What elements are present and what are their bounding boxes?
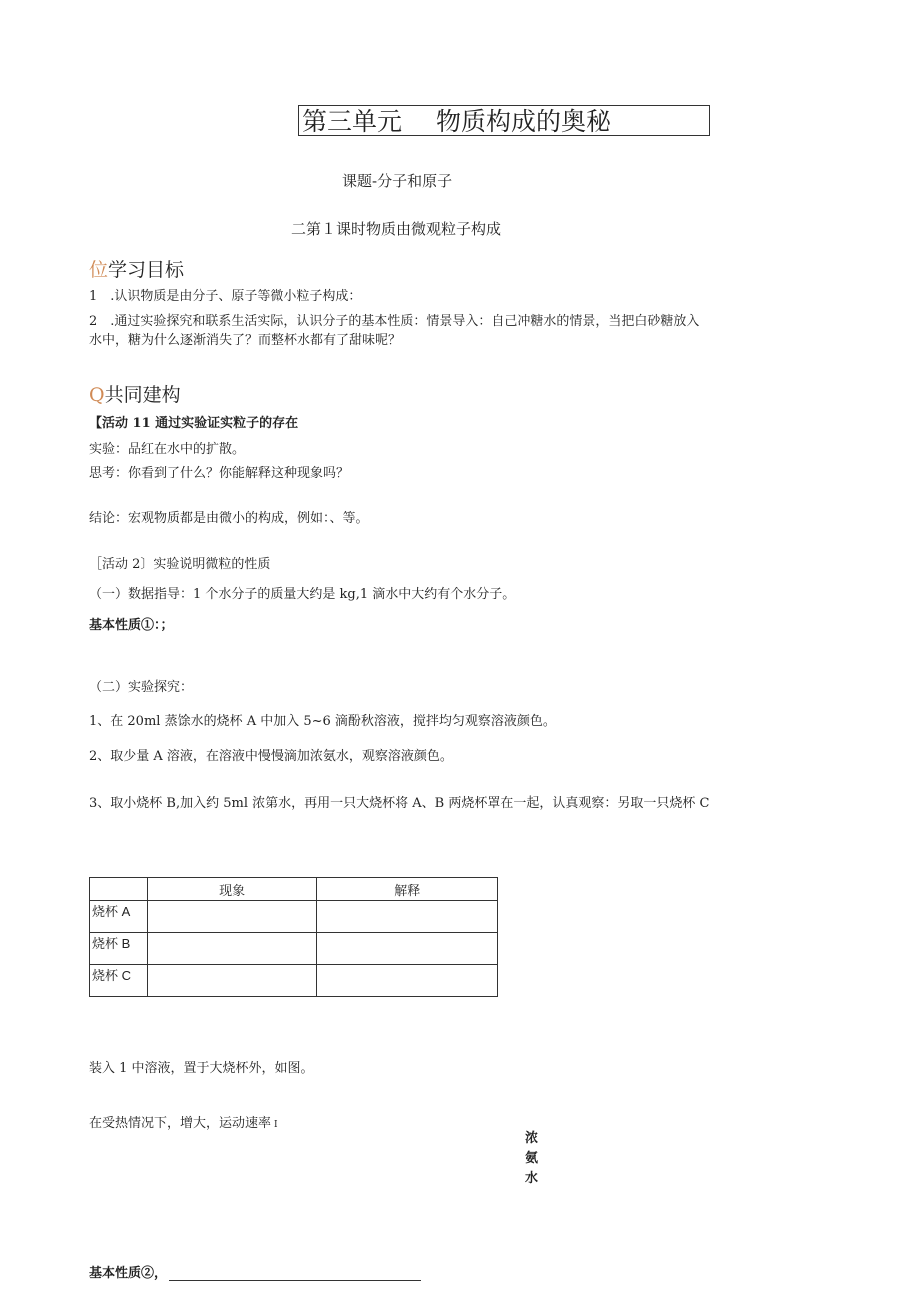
goals-heading-text: 学习目标 [108, 259, 185, 281]
vertical-char: 水 [525, 1171, 539, 1186]
activity-2-title: ［活动 2〕实验说明微粒的性质 [89, 557, 271, 572]
row-label: 烧杯 B [90, 933, 148, 965]
goal-item-2-line-2: 水中，糖为什么逐渐消失了？而整杯水都有了甜味呢？ [89, 333, 402, 348]
table-cell [317, 901, 498, 933]
table-row [90, 933, 498, 965]
table-header-row [90, 878, 498, 901]
property-2-text: 基本性质②， [89, 1266, 168, 1281]
row-label: 烧杯 C [90, 965, 148, 997]
build-heading-text: 共同建构 [104, 384, 181, 406]
table-header-cell: 现象 [147, 878, 317, 901]
lesson-title: 课题-分子和原子 [342, 172, 453, 190]
observation-table [89, 877, 498, 997]
data-guide-text: （一）数据指导：1 个水分子的质量大约是 kg,1 滴水中大约有个水分子。 [89, 587, 516, 602]
table-cell [317, 965, 498, 997]
vertical-char: 氨 [525, 1151, 539, 1166]
vertical-char: 浓 [525, 1131, 539, 1146]
table-cell [147, 965, 317, 997]
period-title: 二第１课时物质由微观粒子构成 [291, 220, 502, 238]
goal-item-2-line-1: 2 .通过实验探究和联系生活实际，认识分子的基本性质：情景导入：自己冲糖水的情景，当把白砂糖放入 [89, 314, 700, 329]
table-row [90, 965, 498, 997]
conclusion-text: 结论：宏观物质都是由微小的构成，例如：、等。 [89, 511, 369, 526]
experiment-text: 实验：品红在水中的扩散。 [89, 442, 246, 457]
table-header-cell: 解释 [317, 878, 498, 901]
explore-heading: （二）实验探究： [89, 680, 194, 695]
unit-number: 第三单元 [302, 107, 403, 136]
property-2 [89, 1262, 421, 1281]
answer-blank[interactable] [169, 1268, 421, 1281]
activity-1-title: 【活动 11 通过实验证实粒子的存在 [89, 416, 299, 431]
vertical-label [525, 1129, 538, 1189]
after-line-1: 装入 1 中溶液，置于大烧杯外，如图。 [89, 1061, 314, 1076]
build-marker: Q [89, 384, 105, 406]
step-3-text: 3、取小烧杯 B,加入约 5ml 浓第水，再用一只大烧杯将 A、B 两烧杯罩在一起，认真观察：另取一只烧杯 C [89, 796, 710, 811]
goals-marker: 位 [89, 259, 109, 281]
build-heading [89, 380, 181, 407]
think-text: 思考：你看到了什么？你能解释这种现象吗？ [89, 466, 350, 481]
after-line-2-text: 在受热情况下，增大，运动速率 [89, 1116, 272, 1131]
table-cell [317, 933, 498, 965]
table-row [90, 901, 498, 933]
after-line-2-mark: I [274, 1120, 278, 1130]
unit-title [298, 105, 710, 136]
unit-topic: 物质构成的奥秘 [436, 107, 612, 136]
goal-item-1: 1 .认识物质是由分子、原子等微小粒子构成： [89, 289, 362, 304]
after-line-2 [89, 1112, 278, 1131]
row-label: 烧杯 A [90, 901, 148, 933]
table-cell [147, 901, 317, 933]
property-1-text: 基本性质①：； [89, 618, 174, 633]
goals-heading [89, 255, 184, 282]
table-header-cell [90, 878, 148, 901]
step-1-text: 1、在 20ml 蒸馀水的烧杯 A 中加入 5~6 滴酚秋溶液，搅拌均匀观察溶液颜色。 [89, 714, 556, 729]
table-cell [147, 933, 317, 965]
step-2-text: 2、取少量 A 溶液，在溶液中慢慢滴加浓氨水，观察溶液颜色。 [89, 749, 453, 764]
